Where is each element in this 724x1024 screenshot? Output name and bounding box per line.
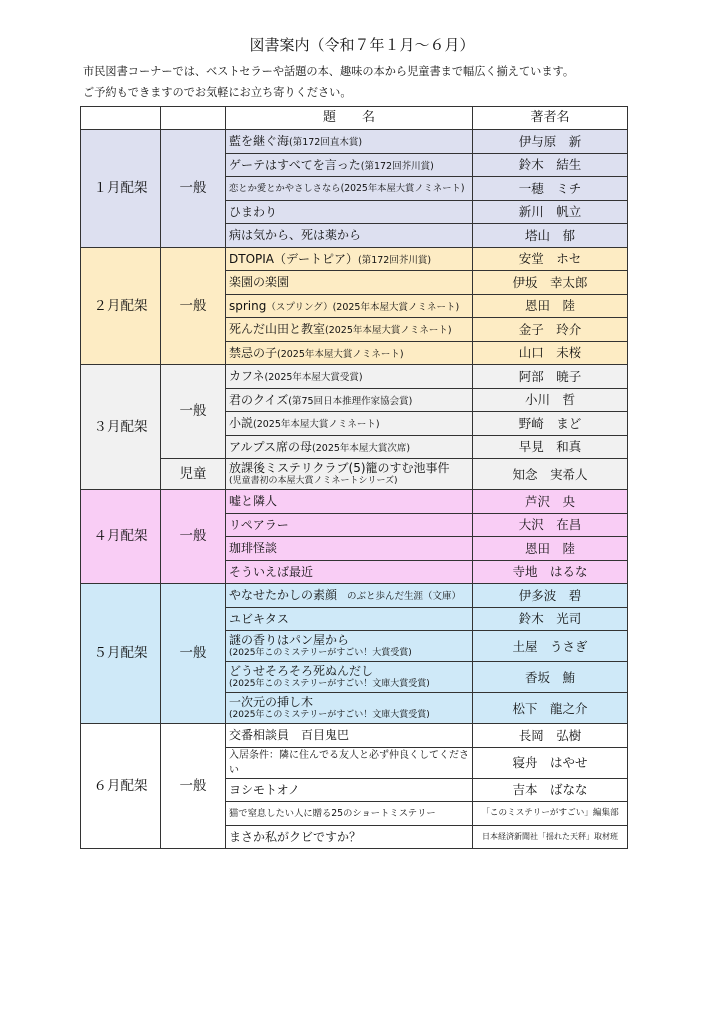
- book-title: 病は気から、死は薬から: [226, 224, 473, 248]
- book-title: 恋とか愛とかやさしさなら(2025年本屋大賞ノミネート): [226, 177, 473, 201]
- month-label: ２月配架: [81, 247, 161, 365]
- book-author: 吉本 ばなな: [473, 778, 628, 802]
- book-title: ヨシモトオノ: [226, 778, 473, 802]
- book-author: 鈴木 結生: [473, 153, 628, 177]
- month-label: ６月配架: [81, 724, 161, 849]
- table-row: [81, 247, 628, 271]
- book-author: 野崎 まど: [473, 412, 628, 436]
- book-author: 知念 実希人: [473, 459, 628, 490]
- book-table: [80, 106, 628, 849]
- book-author: 寝舟 はやせ: [473, 747, 628, 778]
- book-title: 君のクイズ(第75回日本推理作家協会賞): [226, 388, 473, 412]
- book-author: 芦沢 央: [473, 490, 628, 514]
- book-title: リペアラー: [226, 513, 473, 537]
- book-author: 早見 和真: [473, 435, 628, 459]
- category-label: 一般: [161, 247, 226, 365]
- book-title: 放課後ミステリクラブ(5)籠のすむ池事件 (児童書初の本屋大賞ノミネートシリーズ): [226, 459, 473, 490]
- page-title: 図書案内（令和７年１月～６月）: [249, 36, 475, 54]
- table-row: [81, 724, 628, 748]
- book-author: 塔山 郁: [473, 224, 628, 248]
- book-author: 新川 帆立: [473, 200, 628, 224]
- book-author: 長岡 弘樹: [473, 724, 628, 748]
- book-title: どうせそろそろ死ぬんだし (2025年このミステリーがすごい！文庫大賞受賞): [226, 662, 473, 693]
- table-row: [81, 365, 628, 389]
- book-title: ユビキタス: [226, 607, 473, 631]
- book-title: 珈琲怪談: [226, 537, 473, 561]
- category-label-childrens: 児童: [161, 459, 226, 490]
- book-title: ひまわり: [226, 200, 473, 224]
- category-label: 一般: [161, 724, 226, 849]
- book-title: 交番相談員 百目鬼巴: [226, 724, 473, 748]
- category-label: 一般: [161, 130, 226, 248]
- book-title: カフネ(2025年本屋大賞受賞): [226, 365, 473, 389]
- book-title: まさか私がクビですか？: [226, 825, 473, 849]
- book-title: 藍を継ぐ海(第172回直木賞): [226, 130, 473, 154]
- month-label: ３月配架: [81, 365, 161, 490]
- book-author: 伊坂 幸太郎: [473, 271, 628, 295]
- book-title: 猫で窒息したい人に贈る25のショートミステリー: [226, 802, 473, 826]
- book-author: 伊与原 新: [473, 130, 628, 154]
- table-row: [81, 459, 628, 490]
- book-title: 死んだ山田と教室(2025年本屋大賞ノミネート): [226, 318, 473, 342]
- book-title: 謎の香りはパン屋から (2025年このミステリーがすごい！大賞受賞): [226, 631, 473, 662]
- book-title: やなせたかしの素顔 のぶと歩んだ生涯（文庫）: [226, 584, 473, 608]
- intro-line-1: 市民図書コーナーでは、ベストセラーや話題の本、趣味の本から児童書まで幅広く揃えています。: [83, 65, 575, 78]
- table-row: [81, 130, 628, 154]
- book-title: アルプス席の母(2025年本屋大賞次席): [226, 435, 473, 459]
- book-title: 入居条件：隣に住んでる友人と必ず仲良くしてください: [226, 747, 473, 778]
- book-author: 寺地 はるな: [473, 560, 628, 584]
- book-title: DTOPIA（デートピア）(第172回芥川賞): [226, 247, 473, 271]
- book-title: 嘘と隣人: [226, 490, 473, 514]
- book-title: 楽園の楽園: [226, 271, 473, 295]
- book-author: 伊多波 碧: [473, 584, 628, 608]
- table-row: [81, 584, 628, 608]
- header-blank-month: [81, 107, 161, 130]
- month-label: ４月配架: [81, 490, 161, 584]
- table-header-row: [81, 107, 628, 130]
- book-author: 阿部 暁子: [473, 365, 628, 389]
- header-title: 題 名: [226, 107, 473, 130]
- book-title: ゲーテはすべてを言った(第172回芥川賞): [226, 153, 473, 177]
- category-label: 一般: [161, 584, 226, 724]
- intro-line-2: ご予約もできますのでお気軽にお立ち寄りください。: [83, 86, 352, 99]
- month-label: １月配架: [81, 130, 161, 248]
- book-author: 松下 龍之介: [473, 693, 628, 724]
- book-title: 禁忌の子(2025年本屋大賞ノミネート): [226, 341, 473, 365]
- header-author: 著者名: [473, 107, 628, 130]
- month-label: ５月配架: [81, 584, 161, 724]
- book-title: spring（スプリング）(2025年本屋大賞ノミネート): [226, 294, 473, 318]
- book-author: 小川 哲: [473, 388, 628, 412]
- book-author: 土屋 うさぎ: [473, 631, 628, 662]
- book-author: 恩田 陸: [473, 537, 628, 561]
- book-author: 鈴木 光司: [473, 607, 628, 631]
- book-author: 山口 未桜: [473, 341, 628, 365]
- book-author: 一穂 ミチ: [473, 177, 628, 201]
- book-author: 金子 玲介: [473, 318, 628, 342]
- table-row: [81, 490, 628, 514]
- book-author: 「このミステリーがすごい」編集部: [473, 802, 628, 826]
- book-title: 一次元の挿し木 (2025年このミステリーがすごい！文庫大賞受賞): [226, 693, 473, 724]
- category-label: 一般: [161, 365, 226, 459]
- book-author: 安堂 ホセ: [473, 247, 628, 271]
- category-label: 一般: [161, 490, 226, 584]
- book-author: 恩田 陸: [473, 294, 628, 318]
- book-author: 香坂 鮪: [473, 662, 628, 693]
- header-blank-category: [161, 107, 226, 130]
- book-title: 小説(2025年本屋大賞ノミネート): [226, 412, 473, 436]
- book-author: 大沢 在昌: [473, 513, 628, 537]
- book-author: 日本経済新聞社「揺れた天秤」取材班: [473, 825, 628, 849]
- book-title: そういえば最近: [226, 560, 473, 584]
